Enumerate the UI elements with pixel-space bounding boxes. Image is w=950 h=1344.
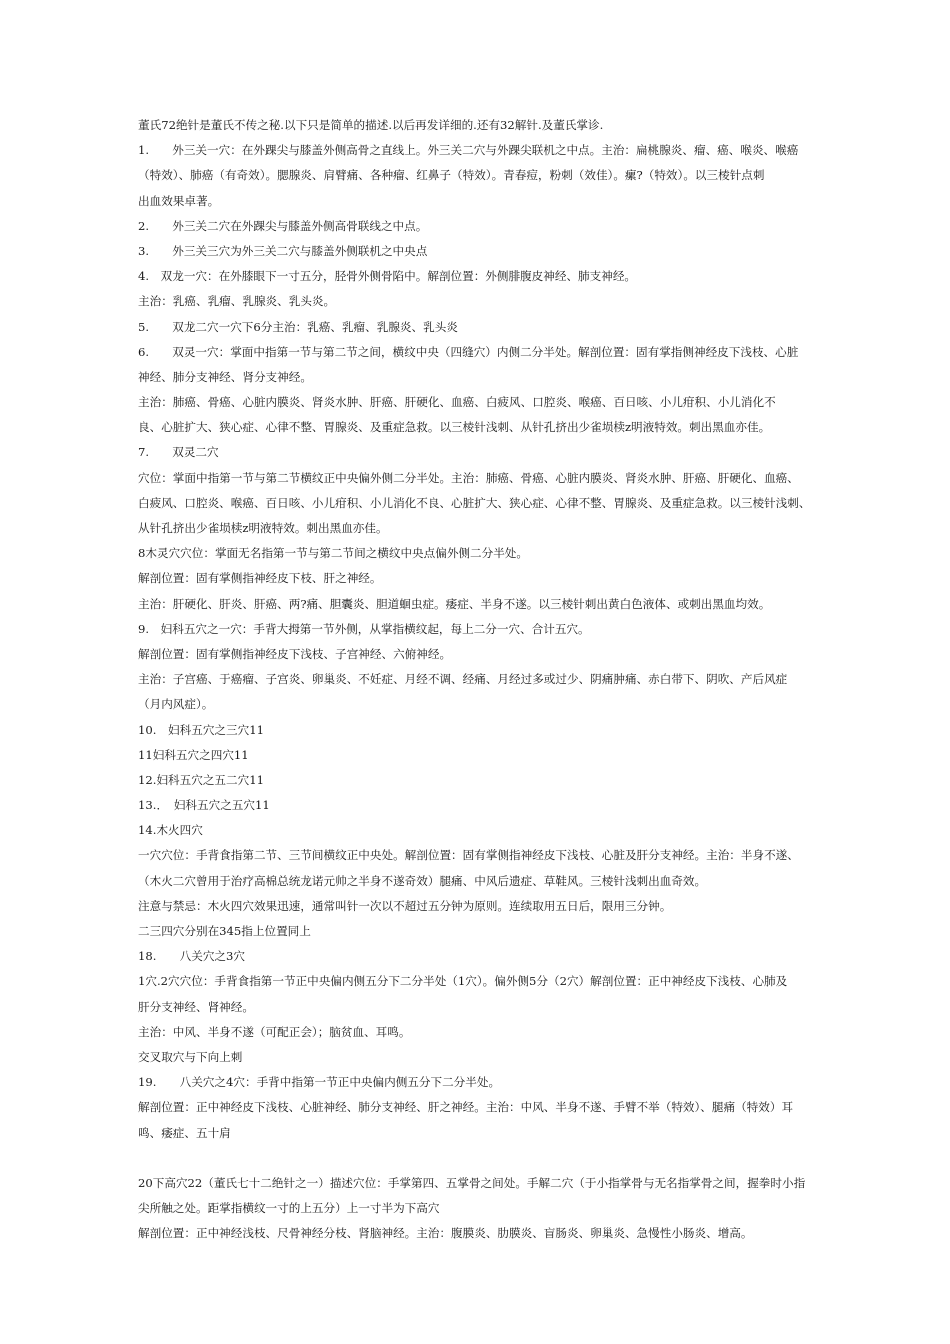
text-line: 20下高穴22（董氏七十二绝针之一）描述穴位：手掌第四、五掌骨之间处。手解二穴（于小指掌骨与无名指掌骨之间，握拳时小指 — [138, 1175, 806, 1190]
text-line: 7. 双灵二穴 — [138, 445, 219, 460]
text-line: 2. 外三关二穴在外踝尖与膝盖外侧高骨联线之中点。 — [138, 218, 428, 233]
text-line: 13.． 妇科五穴之五穴11 — [138, 798, 270, 813]
text-line: 19. 八关穴之4穴：手背中指第一节正中央偏内侧五分下二分半处。 — [138, 1075, 501, 1090]
text-line: 一穴穴位：手背食指第二节、三节间横纹正中央处。解剖位置：固有掌侧指神经皮下浅枝、心脏及肝分支神经。主治：半身不遂、 — [138, 848, 799, 863]
text-line: 12.妇科五穴之五二穴11 — [138, 772, 264, 787]
text-line: 8木灵穴穴位：掌面无名指第一节与第二节间之横纹中央点偏外侧二分半处。 — [138, 546, 528, 561]
text-line: 主治：中风、半身不遂（可配正会）；脑贫血、耳鸣。 — [138, 1024, 411, 1039]
text-line: 主治：肝硬化、肝炎、肝癌、两?痛、胆囊炎、胆道蛔虫症。痿症、半身不遂。以三棱针刺出黄白色液体、或刺出黑血均效。 — [138, 596, 771, 611]
text-line: 4. 双龙一穴：在外膝眼下一寸五分，胫骨外侧骨陷中。解剖位置：外侧腓腹皮神经、肺支神经。 — [138, 269, 637, 284]
text-line: 穴位：掌面中指第一节与第二节横纹正中央偏外侧二分半处。主治：肺癌、骨癌、心脏内膜炎、肾炎水肿、肝癌、肝硬化、血癌、 — [138, 470, 799, 485]
text-line: 注意与禁忌：木火四穴效果迅速，通常叫针一次以不超过五分钟为原则。连续取用五日后，限用三分钟。 — [138, 898, 672, 913]
text-line: 出血效果卓著。 — [138, 193, 220, 208]
text-line: 1穴.2穴穴位：手背食指第一节正中央偏内侧五分下二分半处（1穴）。偏外侧5分（2穴）解剖位置：正中神经皮下浅枝、心肺及 — [138, 974, 788, 989]
text-line: 解剖位置：固有掌侧指神经皮下枝、肝之神经。 — [138, 571, 382, 586]
text-line: 解剖位置：正中神经浅枝、尺骨神经分枝、肾脑神经。主治：腹膜炎、肋膜炎、盲肠炎、卵巢炎、急慢性小肠炎、增高。 — [138, 1226, 753, 1241]
document-body — [138, 113, 814, 1246]
text-line: 主治：子宫癌、于癌瘤、子宫炎、卵巢炎、不妊症、月经不调、经痛、月经过多或过少、阴痛肿痛、赤白带下、阴吹、产后风症 — [138, 672, 788, 687]
text-line: 3. 外三关三穴为外三关二穴与膝盖外侧联机之中央点 — [138, 243, 428, 258]
blank-line — [138, 1146, 814, 1171]
text-line: （木火二穴曾用于治疗高棉总统龙诺元帅之半身不遂奇效）腿痛、中风后遗症、草鞋风。三棱针浅刺出血奇效。 — [138, 873, 707, 888]
text-line: 从针孔挤出少雀埙椟z明液特效。刺出黑血亦佳。 — [138, 521, 388, 535]
text-line: 10. 妇科五穴之三穴11 — [138, 722, 264, 737]
text-line: 5. 双龙二穴一穴下6分主治：乳癌、乳瘤、乳腺炎、乳头炎 — [138, 319, 458, 334]
text-line: 良、心脏扩大、狭心症、心律不整、胃腺炎、及重症急救。以三棱针浅刺、从针孔挤出少雀埙椟z明液特效。刺出黑血亦佳。 — [138, 420, 771, 435]
text-line: （特效）、肺癌（有奇效）。腮腺炎、肩臂痛、各种瘤、红鼻子（特效）。青春痘，粉刺（效佳）。瘰?（特效）。以三棱针点刺 — [138, 168, 765, 183]
text-line: 白疲风、口腔炎、喉癌、百日咳、小儿疳积、小儿消化不良、心脏扩大、狭心症、心律不整、胃腺炎、及重症急救。以三棱针浅刺、 — [138, 495, 811, 510]
text-line: 二三四穴分别在345指上位置同上 — [138, 924, 311, 938]
text-line: 解剖位置：正中神经皮下浅枝、心脏神经、肺分支神经、肝之神经。主治：中风、半身不遂、手臂不举（特效）、腿痛（特效）耳 — [138, 1100, 794, 1115]
text-line: 14.木火四穴 — [138, 823, 203, 838]
text-line: 1. 外三关一穴：在外踝尖与膝盖外侧高骨之直线上。外三关二穴与外踝尖联机之中点。主治：扁桃腺炎、瘤、癌、喉炎、喉癌 — [138, 143, 799, 158]
text-line: （月内风症）。 — [138, 697, 214, 712]
text-line: 交叉取穴与下向上刺 — [138, 1049, 243, 1064]
text-line: 神经、肺分支神经、肾分支神经。 — [138, 369, 312, 384]
text-line: 肝分支神经、肾神经。 — [138, 999, 254, 1014]
text-line: 鸣、痿症、五十肩 — [138, 1125, 231, 1140]
text-line: 11妇科五穴之四穴11 — [138, 747, 249, 762]
text-line: 董氏72绝针是董氏不传之秘.以下只是简单的描述.以后再发详细的.还有32解针.及董氏掌诊. — [138, 118, 604, 132]
text-line: 解剖位置：固有掌侧指神经皮下浅枝、子宫神经、六俯神经。 — [138, 646, 452, 661]
text-line: 尖所触之处。距掌指横纹一寸的上五分）上一寸半为下高穴 — [138, 1201, 440, 1216]
text-line: 主治：肺癌、骨癌、心脏内膜炎、肾炎水肿、肝癌、肝硬化、血癌、白疲风、口腔炎、喉癌、百日咳、小儿疳积、小儿消化不 — [138, 395, 776, 410]
text-line: 18. 八关穴之3穴 — [138, 949, 245, 964]
text-line: 9. 妇科五穴之一穴：手背大拇第一节外侧，从掌指横纹起，每上二分一穴、合计五穴。 — [138, 621, 590, 636]
text-line: 主治：乳癌、乳瘤、乳腺炎、乳头炎。 — [138, 294, 336, 309]
text-line: 6. 双灵一穴：掌面中指第一节与第二节之间，横纹中央（四缝穴）内侧二分半处。解剖位置：固有掌指侧神经皮下浅枝、心脏 — [138, 344, 799, 359]
